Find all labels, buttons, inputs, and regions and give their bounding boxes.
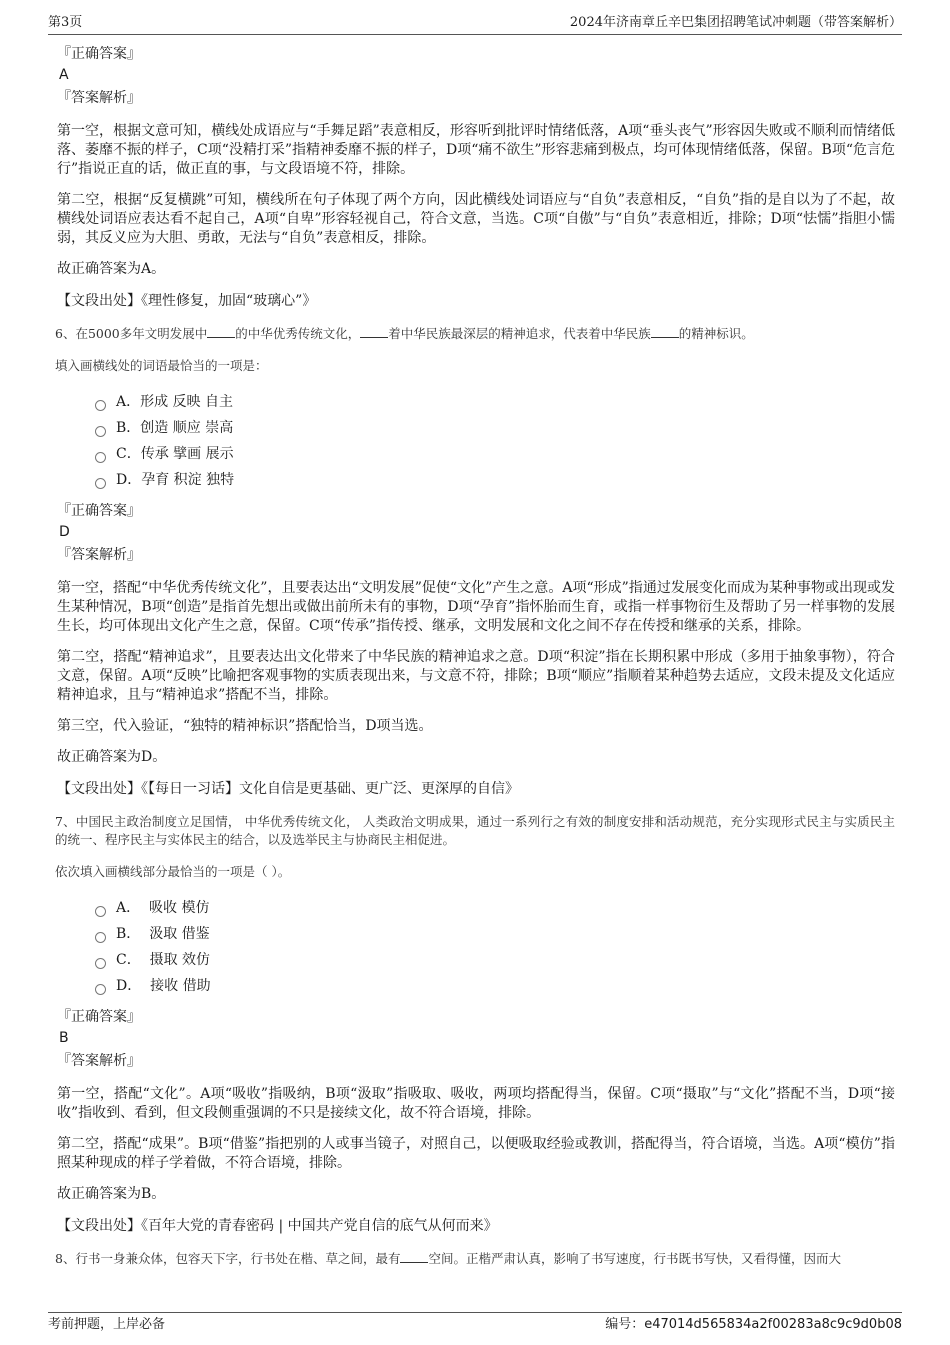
radio-icon[interactable] — [95, 452, 106, 463]
footer-slogan: 考前押题，上岸必备 — [48, 1317, 166, 1332]
page-header — [48, 14, 902, 35]
correct-answer-value: B — [59, 1030, 69, 1046]
option-a[interactable]: A． 吸收 模仿 — [95, 895, 895, 921]
option-b[interactable]: B．创造 顺应 崇高 — [95, 415, 895, 441]
source-label: 【文段出处】 — [57, 781, 141, 797]
correct-answer-value: A — [59, 67, 69, 83]
fill-blank — [360, 325, 388, 338]
fill-blank — [651, 325, 679, 338]
question-7 — [57, 813, 895, 1236]
question-prompt: 填入画横线处的词语最恰当的一项是： — [55, 358, 268, 373]
analysis-paragraph: 第一空，根据文意可知，横线处成语应与“手舞足蹈”表意相反，形容听到批评时情绪低落，A项“垂头丧气”形容因失败或不顺利而情绪低落、萎靡不振的样子，C项“没精打采”指精神委靡不振的样子，D项“痛不欲生”形容悲痛到极点，均可体现情绪低落，保留。B项“危言危行”指说正直的话，做正直的事，与文段语境不符，排除。 — [57, 123, 896, 177]
option-b[interactable]: B． 汲取 借鉴 — [95, 921, 895, 947]
option-list — [95, 895, 895, 999]
radio-icon[interactable] — [95, 932, 106, 943]
question-5-answer-block — [57, 44, 895, 311]
analysis-paragraph: 第一空，搭配“文化”。A项“吸收”指吸纳，B项“汲取”指吸取、吸收，两项均搭配得当，保留。C项“摄取”与“文化”搭配不当，D项“接收”指收到、看到，但文段侧重强调的不只是接续文化，故不符合语境，排除。 — [57, 1086, 895, 1121]
analysis-paragraph: 故正确答案为D。 — [57, 749, 167, 765]
document-title: 2024年济南章丘辛巴集团招聘笔试冲刺题（带答案解析） — [569, 15, 902, 30]
source-line — [57, 779, 895, 799]
source-title: 《【每日一习话】文化自信是更基础、更广泛、更深厚的自信》 — [141, 781, 519, 797]
radio-icon[interactable] — [95, 906, 106, 917]
option-a[interactable]: A．形成 反映 自主 — [95, 389, 895, 415]
source-line — [57, 1216, 895, 1236]
radio-icon[interactable] — [95, 984, 106, 995]
fill-blank — [400, 1250, 428, 1263]
question-prompt: 依次填入画横线部分最恰当的一项是（ ）。 — [55, 864, 291, 879]
page-content — [57, 44, 895, 1268]
option-d[interactable]: D． 接收 借助 — [95, 973, 895, 999]
analysis-label: 『答案解析』 — [57, 547, 141, 563]
analysis-label: 『答案解析』 — [57, 1053, 141, 1069]
analysis-paragraph: 故正确答案为A。 — [57, 261, 166, 277]
question-8 — [57, 1250, 895, 1268]
page-footer — [48, 1312, 902, 1335]
analysis-paragraph: 第二空，搭配“成果”。B项“借鉴”指把别的人或事当镜子，对照自己，以便吸取经验或教训，搭配得当，符合语境，当选。A项“模仿”指照某种现成的样子学着做，不符合语境，排除。 — [57, 1136, 895, 1171]
question-6 — [57, 325, 895, 799]
source-line — [57, 291, 895, 311]
option-list — [95, 389, 895, 493]
analysis-paragraph: 第三空，代入验证，“独特的精神标识”搭配恰当，D项当选。 — [57, 718, 433, 734]
radio-icon[interactable] — [95, 400, 106, 411]
source-label: 【文段出处】 — [57, 293, 141, 309]
source-label: 【文段出处】 — [57, 1218, 141, 1234]
radio-icon[interactable] — [95, 426, 106, 437]
source-title: 《理性修复，加固“玻璃心”》 — [141, 293, 317, 309]
analysis-paragraph: 第二空，搭配“精神追求”，且要表达出文化带来了中华民族的精神追求之意。D项“积淀”指在长期积累中形成（多用于抽象事物），符合文意，保留。A项“反映”比喻把客观事物的实质表现出来，与文意不符，排除；B项“顺应”指顺着某种趋势去适应，文段未提及文化适应精神追求，且与“精神追求”搭配不当，排除。 — [57, 649, 895, 703]
question-text: 6、在5000多年文明发展中 的中华优秀传统文化， 着中华民族最深层的精神追求，代表着中华民族 的精神标识。 — [55, 326, 754, 341]
option-c[interactable]: C． 摄取 效仿 — [95, 947, 895, 973]
correct-answer-label: 『正确答案』 — [57, 503, 141, 519]
analysis-paragraph: 故正确答案为B。 — [57, 1186, 166, 1202]
analysis-label: 『答案解析』 — [57, 90, 141, 106]
page-number: 第3页 — [48, 15, 83, 30]
analysis-paragraph: 第一空，搭配“中华优秀传统文化”，且要表达出“文明发展”促使“文化”产生之意。A项“形成”指通过发展变化而成为某种事物或出现或发生某种情况，B项“创造”是指首先想出或做出前所未有的事物，D项“孕育”指怀胎而生育，或指一样事物衍生及帮助了另一样事物的发展生长，均可体现出文化产生之意，保留。C项“传承”指传授、继承，文明发展和文化之间不存在传授和继承的关系，排除。 — [57, 580, 895, 634]
analysis-paragraph: 第二空，根据“反复横跳”可知，横线所在句子体现了两个方向，因此横线处词语应与“自负”表意相反，“自负”指的是自以为了不起，故横线处词语应表达看不起自己，A项“自卑”形容轻视自己，符合文意，当选。C项“自傲”与“自负”表意相近，排除；D项“怯懦”指胆小懦弱，其反义应为大胆、勇敢，无法与“自负”表意相反，排除。 — [57, 192, 895, 246]
document-code — [605, 1315, 902, 1335]
fill-blank — [207, 325, 235, 338]
correct-answer-label: 『正确答案』 — [57, 1009, 141, 1025]
radio-icon[interactable] — [95, 478, 106, 489]
source-title: 《百年大党的青春密码 | 中国共产党自信的底气从何而来》 — [141, 1218, 498, 1234]
radio-icon[interactable] — [95, 958, 106, 969]
question-text: 8、行书一身兼众体，包容天下字，行书处在楷、草之间，最有 空间。正楷严肃认真，影响了书写速度，行书既书写快，又看得懂，因而大 — [55, 1251, 841, 1266]
code-value: e47014d565834a2f00283a8c9c9d0b08 — [644, 1317, 902, 1332]
correct-answer-value: D — [59, 524, 70, 540]
option-d[interactable]: D．孕育 积淀 独特 — [95, 467, 895, 493]
option-c[interactable]: C．传承 擘画 展示 — [95, 441, 895, 467]
correct-answer-label: 『正确答案』 — [57, 46, 141, 62]
code-label: 编号： — [605, 1317, 645, 1332]
question-text: 7、中国民主政治制度立足国情， 中华优秀传统文化， 人类政治文明成果，通过一系列行之有效的制度安排和活动规范，充分实现形式民主与实质民主的统一、程序民主与实体民主的结合，以及选举民主与协商民主相促进。 — [55, 814, 895, 847]
